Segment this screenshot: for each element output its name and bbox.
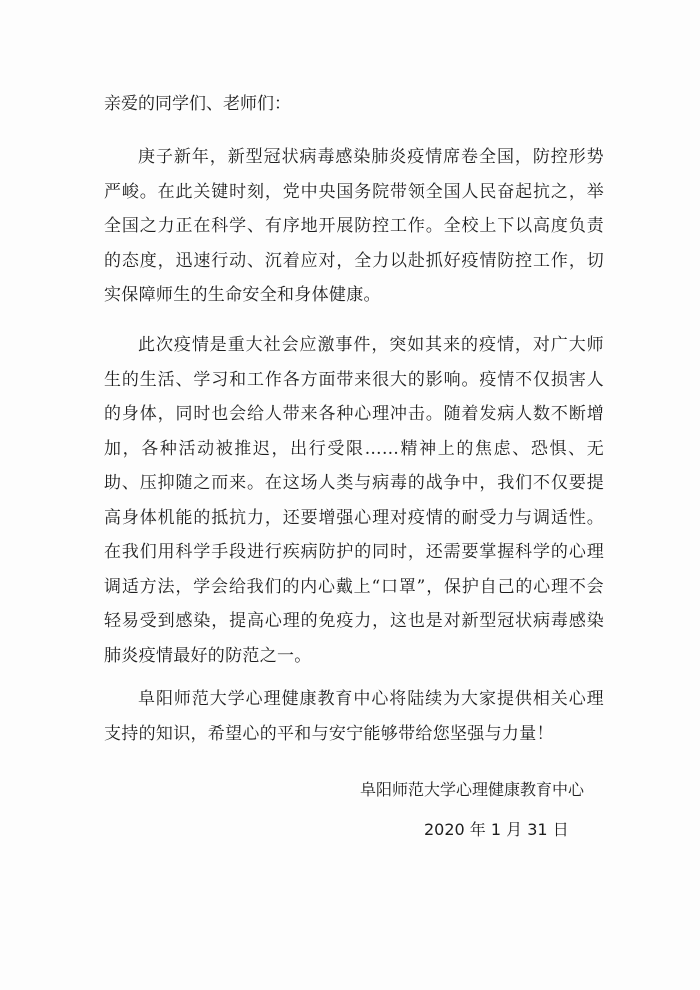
letter-greeting: 亲爱的同学们、老师们： [104,94,291,114]
letter-paragraph-2: 此次疫情是重大社会应激事件，突如其来的疫情，对广大师生的生活、学习和工作各方面带来很大的影响。疫情不仅损害人的身体，同时也会给人带来各种心理冲击。随着发病人数不断增加，各种活动被推迟，出行受限……精神上的焦虑、恐惧、无助、压抑随之而来。在这场人类与病毒的战争中，我们不仅要提高身体机能的抵抗力，还要增强心理对疫情的耐受力与调适性。在我们用科学手段进行疾病防护的同时，还需要掌握科学的心理调适方法，学会给我们的内心戴上“口罩”，保护自己的心理不会轻易受到感染，提高心理的免疫力，这也是对新型冠状病毒感染肺炎疫情最好的防范之一。 [104,335,604,666]
letter-date: 2020 年 1 月 31 日 [424,820,569,839]
letter-paragraph-1: 庚子新年，新型冠状病毒感染肺炎疫情席卷全国，防控形势严峻。在此关键时刻，党中央国务院带领全国人民奋起抗之，举全国之力正在科学、有序地开展防控工作。全校上下以高度负责的态度，迅速行动、沉着应对，全力以赴抓好疫情防控工作，切实保障师生的生命安全和身体健康。 [104,147,604,305]
letter-paragraph-3: 阜阳师范大学心理健康教育中心将陆续为大家提供相关心理支持的知识，希望心的平和与安宁能够带给您坚强与力量！ [104,689,604,744]
letter-signature: 阜阳师范大学心理健康教育中心 [360,780,585,799]
